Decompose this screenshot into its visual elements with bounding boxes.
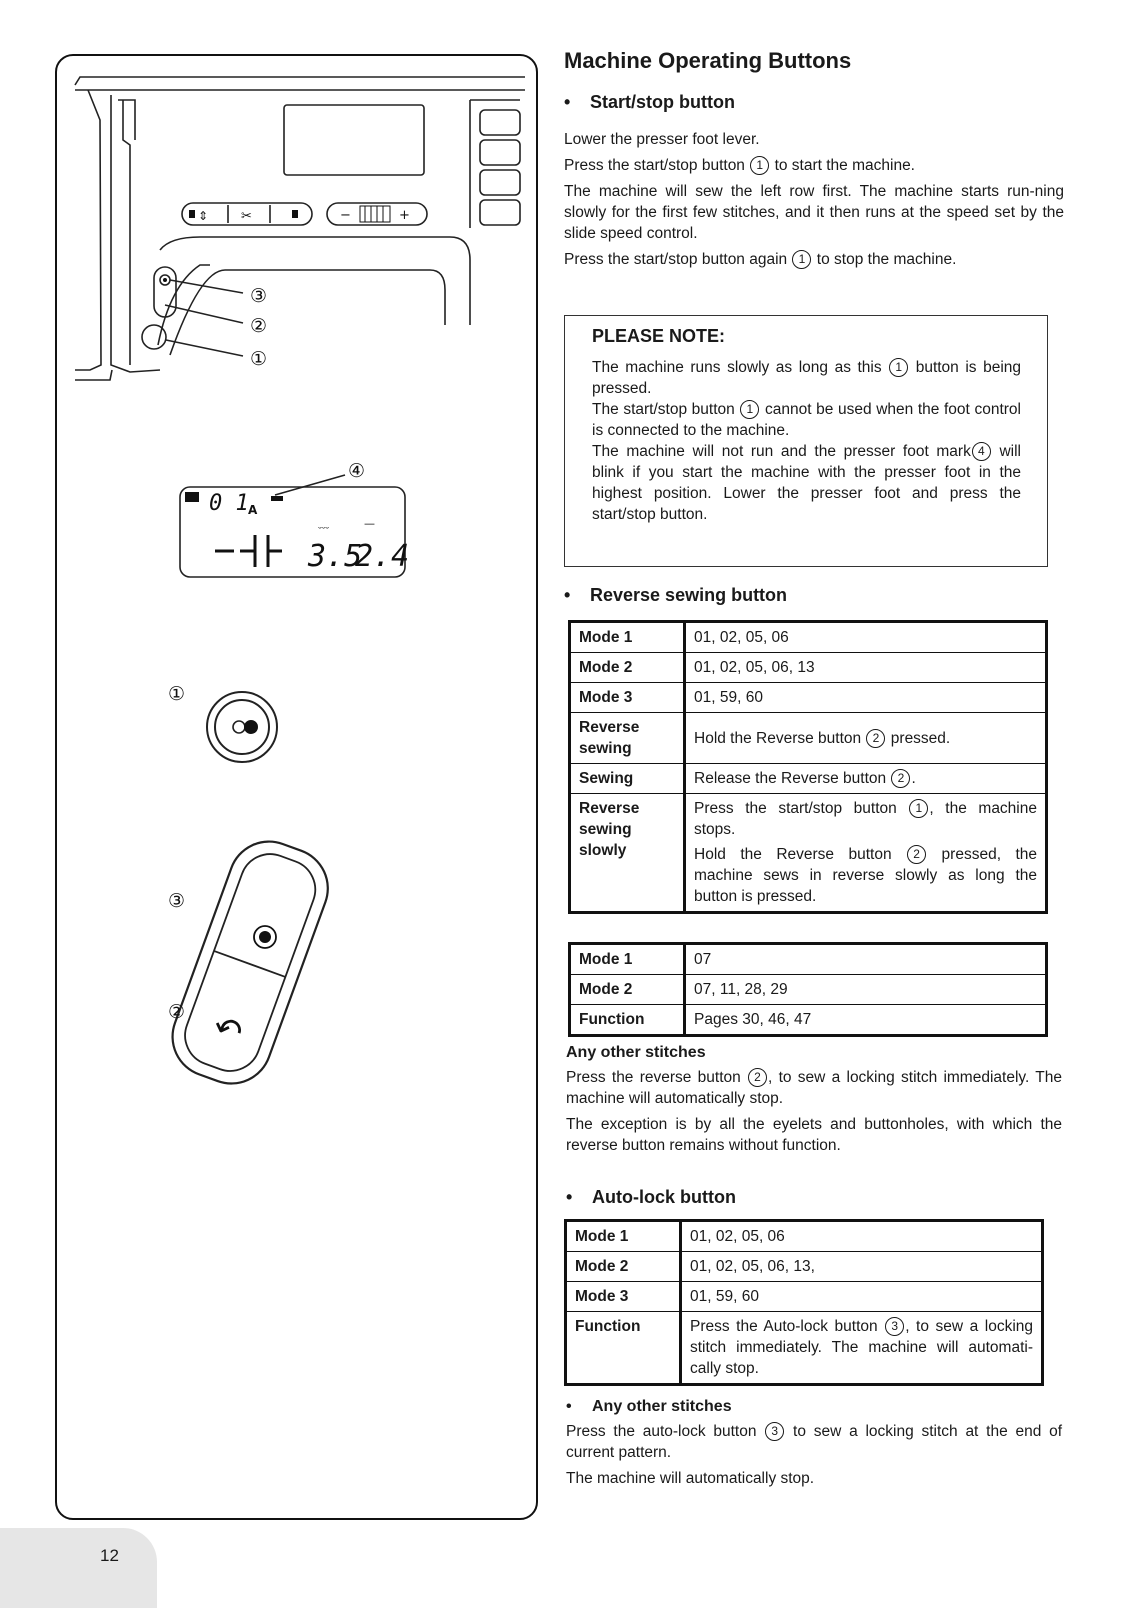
table-row: Mode 1 01, 02, 05, 06 (570, 622, 1047, 653)
reverse-other-heading: Any other stitches (566, 1044, 706, 1061)
ref-circle-2: 2 (866, 729, 885, 748)
reverse-other-p2: The exception is by all the eyelets and buttonholes, with which the reverse button remains without function. (566, 1116, 1062, 1154)
callout-3: ③ (250, 285, 268, 307)
callout-1: ① (250, 348, 268, 370)
table-row: Mode 1 07 (570, 944, 1047, 975)
reverse-arrow-icon: ↶ (207, 1006, 249, 1055)
reverse-other-section (566, 1044, 1062, 1161)
ref-circle-2: 2 (748, 1068, 767, 1087)
note-title: PLEASE NOTE: (592, 326, 726, 346)
page-title: Machine Operating Buttons (564, 48, 852, 73)
svg-text:﹏: ﹏ (318, 517, 329, 530)
main-content (564, 48, 1064, 275)
ref-circle-1: 1 (909, 799, 928, 818)
autolock-other-p1: Press the auto-lock button 3 to sew a locking stitch at the end of current pattern. (566, 1423, 1063, 1461)
autolock-other-section (566, 1398, 1062, 1494)
lcd-length-value: 2.4 (355, 539, 410, 574)
note-line-1: The machine runs slowly as long as this 1 button is being pressed. (592, 359, 1021, 397)
autolock-heading: • Auto-lock button (566, 1187, 736, 1208)
table-row: Mode 3 01, 59, 60 (566, 1282, 1043, 1312)
please-note-box (564, 315, 1048, 567)
reverse-other-p1: Press the reverse button 2 , to sew a locking stitch immediately. The machine will automatically stop. (566, 1069, 1062, 1107)
lcd-width-value: 3.5 (308, 539, 363, 574)
ref-circle-2: 2 (891, 769, 910, 788)
lcd-pattern-number: 0 1 (209, 491, 249, 516)
ref-circle-3: 3 (765, 1422, 784, 1441)
ref-circle-3: 3 (885, 1317, 904, 1336)
ref-circle-1: 1 (750, 156, 769, 175)
table-row: Mode 2 07, 11, 28, 29 (570, 975, 1047, 1005)
svg-text:⇕: ⇕ (198, 209, 209, 223)
ref-circle-4: 4 (972, 442, 991, 461)
start-stop-p4: Press the start/stop button again 1 to stop the machine. (564, 251, 957, 268)
reverse-heading: • Reverse sewing button (564, 585, 787, 606)
callout-2: ② (250, 315, 268, 337)
autolock-other-p2: The machine will automatically stop. (566, 1470, 815, 1487)
table-row: Function Pages 30, 46, 47 (570, 1005, 1047, 1036)
start-stop-p3: The machine will sew the left row first. The machine starts run-ning slowly for the first few stitches, and it then runs at the speed set by the slide speed control. (564, 183, 1064, 242)
callout-1-large: ① (168, 683, 186, 705)
ref-circle-2: 2 (907, 845, 926, 864)
reverse-table-2 (568, 942, 1048, 1037)
autolock-other-heading: • Any other stitches (566, 1398, 1062, 1416)
machine-illustration (0, 0, 560, 1530)
table-row: Mode 2 01, 02, 05, 06, 13 (570, 653, 1047, 683)
svg-text:+: + (399, 208, 410, 223)
svg-text:—: — (364, 517, 375, 530)
note-line-3: The machine will not run and the presser foot mark 4 will blink if you start the machine with the presser foot in the highest position. Lower the presser foot and press the start/stop button. (592, 443, 1021, 523)
table-row: Mode 3 01, 59, 60 (570, 683, 1047, 713)
start-stop-heading: • Start/stop button (564, 92, 1064, 113)
page-number: 12 (100, 1546, 119, 1565)
ref-circle-1: 1 (889, 358, 908, 377)
lcd-mode-letter: A (248, 503, 258, 517)
start-stop-p1: Lower the presser foot lever. (564, 131, 760, 148)
table-row: Function Press the Auto-lock button 3 , to sew a locking stitch immediately. The machine will automati-cally stop. (566, 1312, 1043, 1385)
ref-circle-1: 1 (792, 250, 811, 269)
svg-text:−: − (340, 208, 351, 223)
callout-3-large: ③ (168, 890, 186, 912)
callout-4: ④ (348, 460, 366, 482)
table-row: Sewing Release the Reverse button 2 . (570, 764, 1047, 794)
table-row: Reverse sewing slowly Press the start/stop button 1 , the machine stops. Hold the Reverse button 2 pressed, the machine sews in reverse slowly as long the button is pressed. (570, 794, 1047, 913)
table-row: Mode 1 01, 02, 05, 06 (566, 1221, 1043, 1252)
table-row: Reverse sewing Hold the Reverse button 2 pressed. (570, 713, 1047, 764)
page-number-tab (0, 1528, 157, 1608)
callout-2-large: ② (168, 1001, 186, 1023)
start-stop-p2: Press the start/stop button 1 to start the machine. (564, 157, 915, 174)
table-row: Mode 2 01, 02, 05, 06, 13, (566, 1252, 1043, 1282)
svg-text:✂: ✂ (241, 209, 252, 224)
note-line-2: The start/stop button 1 cannot be used when the foot control is connected to the machine. (592, 401, 1021, 439)
ref-circle-1: 1 (740, 400, 759, 419)
reverse-table-1 (568, 620, 1048, 914)
autolock-table (564, 1219, 1044, 1386)
